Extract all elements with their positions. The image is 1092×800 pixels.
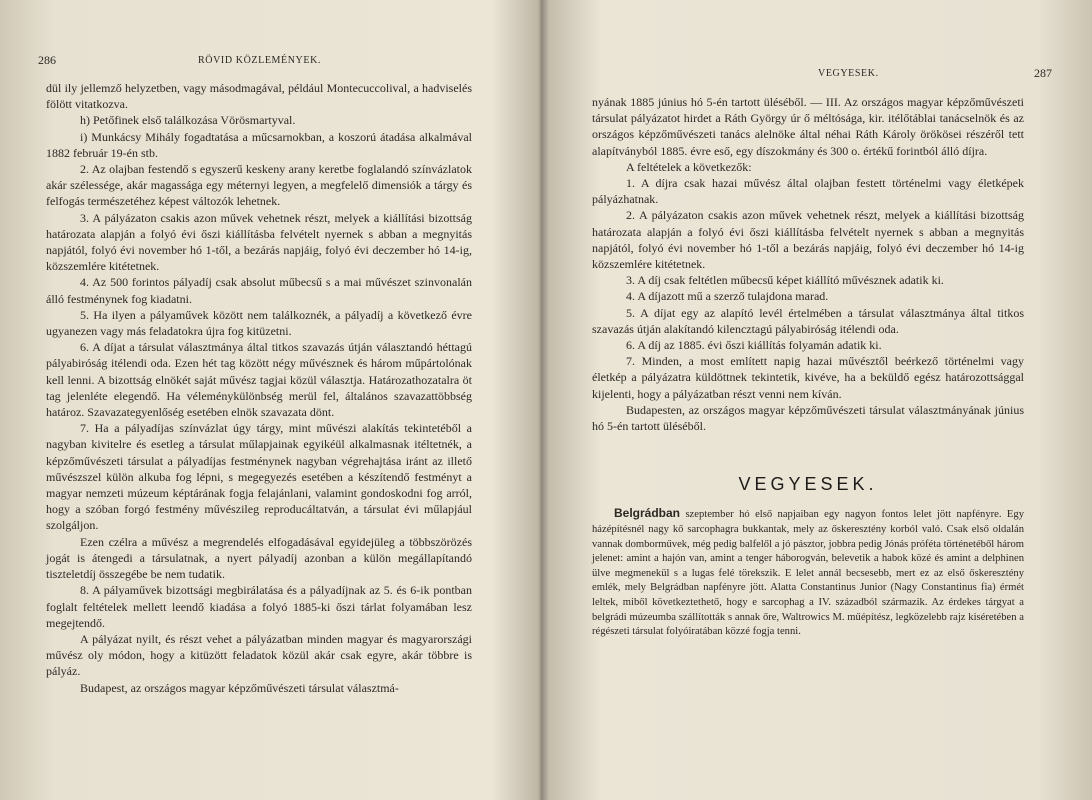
paragraph: 2. A pályázaton csakis azon művek vehetnek részt, melyek a kiállítási bizottság határozata alapján a folyó évi őszi kiállításba felvételt nyernek s abban a megnyitás napjától, folyó évi november hó 1-től a bezárás napjáig, folyó évi deczember hó 14-ig közszemlére kitétetnek.: [592, 208, 1024, 272]
paragraph: 4. Az 500 forintos pályadíj csak absolut műbecsű s a mai művészet szinvonalán álló festménynek fog kiadatni.: [46, 275, 472, 306]
news-text: szeptember hó első napjaiban egy nagyon fontos lelet jött napfényre. Egy házépítésnél nagy kő sarcophagra bukkantak, mely az őskeresztény korból való. Csak első oldalán vannak domborművek, még pedig balfelől a jó pásztor, jobbra pedig Jónás próféta történetéből három jelenet: amint a hajón van, amint a tenger háborogván, belevetik a habok közé és amint a delphinen ülve megmenekül s a lugas felé törekszik. E lelet annál becsesebb, mert ez az első őskeresztény emlék, mely Belgrádban napfényre jött. Alatta Constantinus Junior (Nagy Constantinus fia) érmét leltek, miből következtethető, hogy e sarcophag a IV. századból származik. Az érdekes tárgyat a belgrádi múzeumba szállították s annak őre, Waltrowics M. műépítész, legközelebb rajz kiséretében a régészeti társulat folyóiratában közzé fogja tenni.: [592, 509, 1024, 638]
paragraph: 1. A díjra csak hazai művész által olajban festett történelmi vagy életképek pályázhatnak.: [592, 176, 1024, 207]
paragraph: Ezen czélra a művész a megrendelés elfogadásával egyidejüleg a többszörözés jogát is átengedi a társulatnak, a nyert pályadíj azonban a külön megállapítandó tiszteletdíj összegébe be nem tudatik.: [46, 534, 472, 582]
paragraph: A feltételek a következők:: [626, 159, 752, 174]
left-page-number: 286: [38, 53, 56, 67]
right-running-head-title: VEGYESEK.: [818, 68, 879, 79]
paragraph: 6. A díj az 1885. évi őszi kiállítás folyamán adatik ki.: [626, 338, 882, 353]
news-item: [592, 506, 1024, 639]
left-page-body: [46, 80, 472, 696]
paragraph: Budapest, az országos magyar képzőművészeti társulat választmá-: [80, 680, 399, 695]
paragraph: dül ily jellemző helyzetben, vagy másodmagával, például Montecuccolival, a hadviselés fölött vitatkozva.: [46, 81, 472, 112]
right-page-body: [592, 94, 1024, 640]
paragraph: 2. Az olajban festendő s egyszerű keskeny arany keretbe foglalandó színvázlatok akár szélessége, akár magassága egy méternyi legyen, a megfelelő dimensiók a tárgy és felfogás természetéhez képest változók lehetnek.: [46, 162, 472, 209]
paragraph: nyának 1885 június hó 5-én tartott üléséből. — III. Az országos magyar képzőművészeti társulat pályázatot hirdet a Ráth György úr ő méltósága, kir. itélőtáblai tanácselnök és az országos képzőművészeti tanács alelnöke által néhai Ráth Károly örökösei részéről tett alapítványból 1885. évre eső, egy díszokmány és 300 o. értékű forintból álló díjra.: [592, 95, 1024, 158]
paragraph: Budapesten, az országos magyar képzőművészeti társulat választmányának június hó 5-én tartott üléséből.: [592, 402, 1024, 434]
paragraph: 6. A díjat a társulat választmánya által titkos szavazás útján választandó héttagú pályabiróság itélendi oda. Ezen hét tag között négy művésznek és három műpártolónak kell lenni. A bizottság elnökét saját művész tagjai közül választja. Határozathozatalra öt tag jelenléte elegendő. Ha véleménykülönbség merül fel, általános szavazattöbbség határoz. Szavazategyenlőség esetében elnök szavazata dönt.: [46, 340, 472, 420]
left-running-head-title: RÖVID KÖZLEMÉNYEK.: [198, 55, 322, 66]
news-lead: Belgrádban: [614, 506, 681, 521]
paragraph: 7. Minden, a most említett napig hazai művésztől beérkező történelmi vagy életkép a pályázatra küldöttnek tekintetik, kivéve, ha a beküldő egész határozottsággal kijelenti, hogy a pályázatban részt venni nem kíván.: [592, 354, 1024, 401]
paragraph: 5. Ha ilyen a pályaművek között nem találkoznék, a pályadíj a következő évre ugyanezen vagy más feladatokra újra fog kitüzetni.: [46, 307, 472, 339]
paragraph: 8. A pályaművek bizottsági megbirálatása és a pályadíjnak az 5. és 6-ik pontban foglalt feltételek mellett leendő kiadása a folyó 1885-ki őszi tárlat folyamában lesz megejtendő.: [46, 583, 472, 630]
right-page-number: 287: [1034, 66, 1052, 80]
paragraph: h) Petőfinek első találkozása Vörösmartyval.: [80, 113, 296, 128]
paragraph: A pályázat nyilt, és részt vehet a pályázatban minden magyar és magyarországi művész oly módon, hogy a kitüzött feladatok közül akár csak egyre, akár többre is pályáz.: [46, 631, 472, 679]
paragraph: 7. Ha a pályadíjas színvázlat úgy tárgy, mint művészi alakítás tekintetéből a nagyban kivitelre és esetleg a társulat műlapjainak egyikéül alkalmasnak itéltetnék, a képzőművészeti társulat a pályadíjas festménynek nagyban végrehajtása iránt az illető művészszel külön alkuba fog lépni, s megegyezés esetében a készítendő festményt a magyar nemzeti múzeum képtárának fogja felajánlani, valamint gondoskodni fog arról, hogy a szóban forgó festmény művészileg reproducáltatván, a társulat évi műlapjául szolgáljon.: [46, 421, 472, 533]
paragraph: 5. A díjat egy az alapító levél értelmében a társulat választmánya által titkos szavazás útján alakítandó kilencztagú pályabiróság itélendi oda.: [592, 305, 1024, 336]
paragraph: 3. A pályázaton csakis azon művek vehetnek részt, melyek a kiállítási bizottság határozata alapján a folyó évi őszi kiállításba felvételt nyernek s abban a megnyitás napjától, folyó évi november hó 1-től, a bezárás napjáig, folyó évi deczember hó 14-ig, közszemlére kitétetnek.: [46, 210, 472, 274]
paragraph: i) Munkácsy Mihály fogadtatása a műcsarnokban, a koszorú átadása alkalmával 1882 február 19-én stb.: [46, 129, 472, 160]
paragraph: 4. A díjazott mű a szerző tulajdona marad.: [626, 289, 829, 304]
paragraph: 3. A díj csak feltétlen műbecsű képet kiállító művésznek adatik ki.: [626, 273, 944, 288]
right-page: [546, 0, 1092, 800]
section-title: VEGYESEK.: [738, 474, 878, 495]
